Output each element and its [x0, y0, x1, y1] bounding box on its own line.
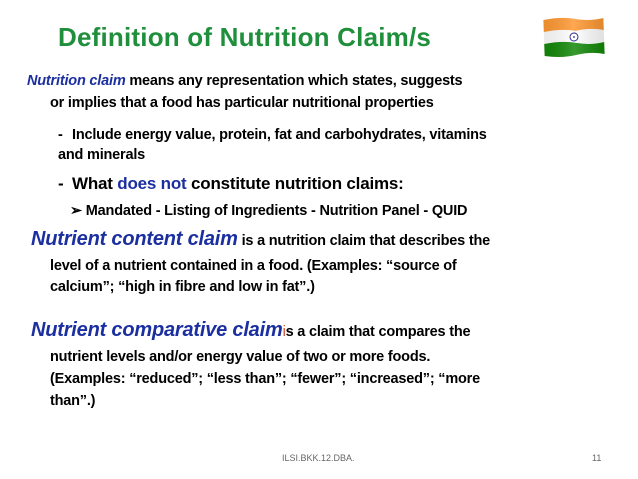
not-constitute-post: constitute nutrition claims: [186, 174, 404, 193]
content-claim-line1 [31, 229, 490, 252]
india-flag-icon [541, 15, 606, 59]
footer-code: ILSI.BKK.12.DBA. [282, 453, 355, 463]
text-cursor: i [282, 324, 286, 340]
page-number: 11 [592, 453, 602, 463]
content-claim-text1: is a nutrition claim that describes the [237, 233, 490, 249]
content-claim-line3: calcium”; “high in fibre and low in fat”.) [50, 279, 315, 295]
nutrition-claim-line2: or implies that a food has particular nutritional properties [50, 95, 434, 111]
content-claim-line2: level of a nutrient contained in a food. (Examples: “source of [50, 258, 457, 274]
nutrition-claim-line1 [27, 71, 462, 92]
mandated-item [70, 201, 467, 222]
comparative-claim-line4: than”.) [50, 393, 96, 409]
include-line2: and minerals [58, 147, 146, 163]
arrow-bullet-icon: ➢ [70, 203, 82, 219]
comparative-claim-line2: nutrient levels and/or energy value of two or more foods. [50, 349, 431, 365]
comparative-claim-term: Nutrient comparative claim [31, 319, 283, 341]
comparative-claim-line1 [31, 320, 470, 343]
not-constitute-heading [58, 174, 404, 194]
dash-marker: - [58, 174, 64, 193]
page-title: Definition of Nutrition Claim/s [58, 22, 432, 52]
dash-marker: - [58, 127, 63, 143]
not-constitute-pre: What [72, 174, 118, 193]
include-text1: Include energy value, protein, fat and carbohydrates, vitamins [72, 127, 487, 143]
not-constitute-emph: does not [117, 174, 187, 193]
comparative-claim-text1: s a claim that compares the [285, 324, 471, 340]
nutrition-claim-text1: means any representation which states, suggests [125, 73, 463, 89]
include-line1 [58, 125, 487, 146]
comparative-claim-line3: (Examples: “reduced”; “less than”; “fewer”; “increased”; “more [50, 371, 480, 387]
nutrition-claim-term: Nutrition claim [27, 73, 126, 89]
content-claim-term: Nutrient content claim [31, 228, 238, 250]
mandated-text: Mandated - Listing of Ingredients - Nutrition Panel - QUID [85, 203, 468, 219]
